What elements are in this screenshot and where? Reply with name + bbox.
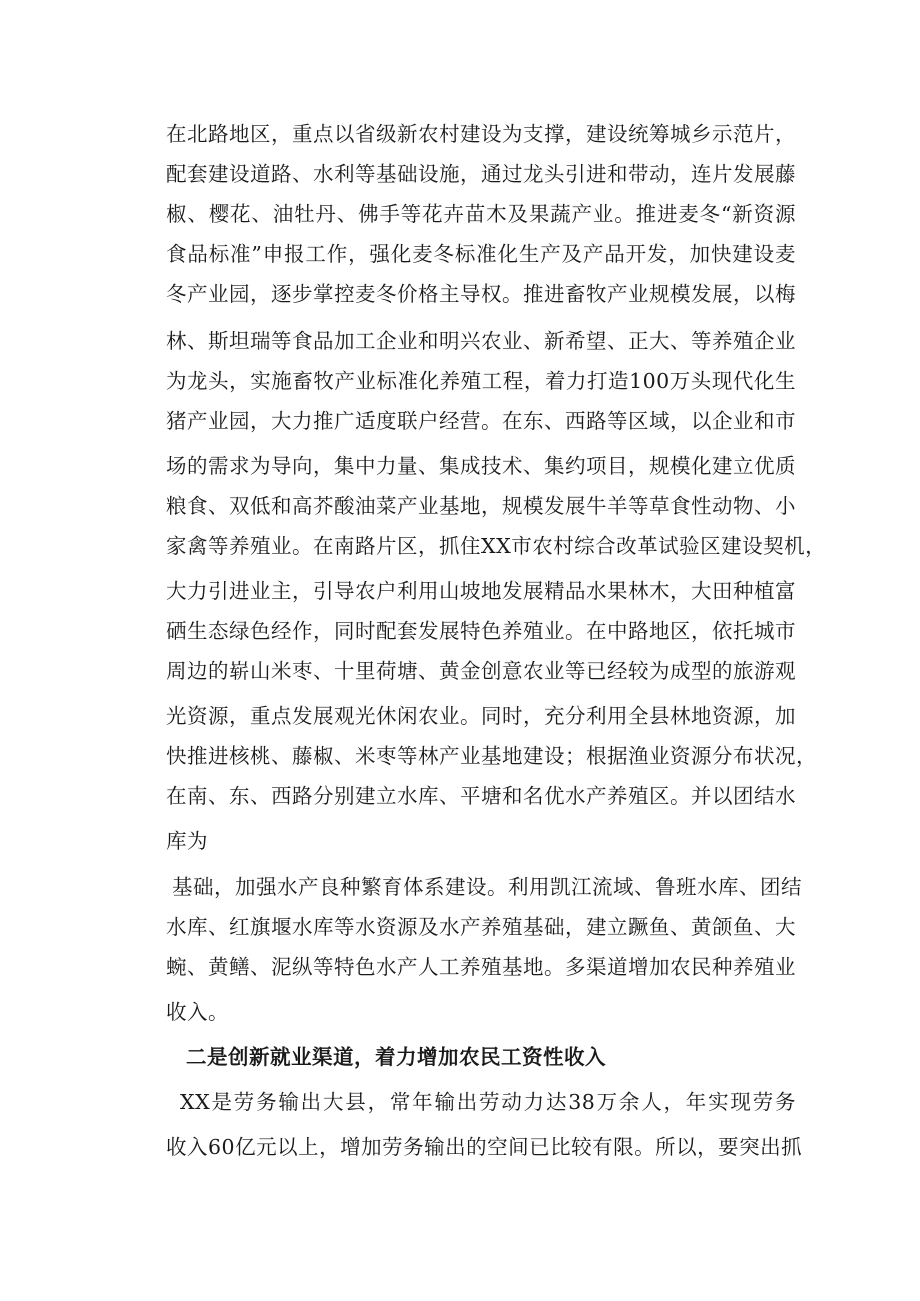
text-line: 周边的崭山米枣、十里荷塘、黄金创意农业等已经较为成型的旅游观 xyxy=(166,659,796,683)
text-line: 配套建设道路、水利等基础设施，通过龙头引进和带动，连片发展藤 xyxy=(166,162,796,186)
section-heading: 二是创新就业渠道，着力增加农民工资性收入 xyxy=(186,1045,606,1069)
text-line: 场的需求为导向，集中力量、集成技术、集约项目，规模化建立优质 xyxy=(166,454,796,478)
text-line: XX是劳务输出大县，常年输出劳动力达38万余人，年实现劳务 xyxy=(180,1090,796,1114)
text-line: 大力引进业主，引导农户利用山坡地发展精品水果林木，大田种植富 xyxy=(166,579,796,603)
text-line: 猪产业园，大力推广适度联户经营。在东、西路等区域，以企业和市 xyxy=(166,409,796,433)
text-line: 基础，加强水产良种繁育体系建设。利用凯江流域、鲁班水库、团结 xyxy=(172,875,802,899)
text-line: 硒生态绿色经作，同时配套发展特色养殖业。在中路地区，依托城市 xyxy=(166,619,796,643)
text-line: 光资源，重点发展观光休闲农业。同时，充分利用全县林地资源，加 xyxy=(166,704,796,728)
text-line: 水库、红旗堰水库等水资源及水产养殖基础，建立蹶鱼、黄颌鱼、大 xyxy=(166,915,796,939)
text-line: 在北路地区，重点以省级新农村建设为支撑，建设统筹城乡示范片， xyxy=(166,122,796,146)
text-line: 粮食、双低和高芥酸油菜产业基地，规模发展牛羊等草食性动物、小 xyxy=(166,494,796,518)
text-line: 收入。 xyxy=(166,1000,229,1024)
text-line: 林、斯坦瑞等食品加工企业和明兴农业、新希望、正大、等养殖企业 xyxy=(166,329,796,353)
text-line: 冬产业园，逐步掌控麦冬价格主导权。推进畜牧产业规模发展，以梅 xyxy=(166,282,796,306)
text-line: 在南、东、西路分别建立水库、平塘和名优水产养殖区。并以团结水 xyxy=(166,784,796,808)
text-line: 蜿、黄鳝、泥纵等特色水产人工养殖基地。多渠道增加农民种养殖业 xyxy=(166,955,796,979)
text-line: 食品标准”申报工作，强化麦冬标准化生产及产品开发，加快建设麦 xyxy=(166,242,796,266)
text-line: 椒、樱花、油牡丹、佛手等花卉苗木及果蔬产业。推进麦冬“新资源 xyxy=(166,202,796,226)
text-line: 快推进核桃、藤椒、米枣等林产业基地建设；根据渔业资源分布状况， xyxy=(166,744,817,768)
text-line: 家禽等养殖业。在南路片区，抓住XX市农村综合改革试验区建设契机， xyxy=(166,534,827,558)
text-line: 为龙头，实施畜牧产业标准化养殖工程，着力打造100万头现代化生 xyxy=(166,369,796,393)
text-line: 收入60亿元以上，增加劳务输出的空间已比较有限。所以，要突出抓 xyxy=(166,1135,803,1159)
text-line: 库为 xyxy=(166,829,208,853)
